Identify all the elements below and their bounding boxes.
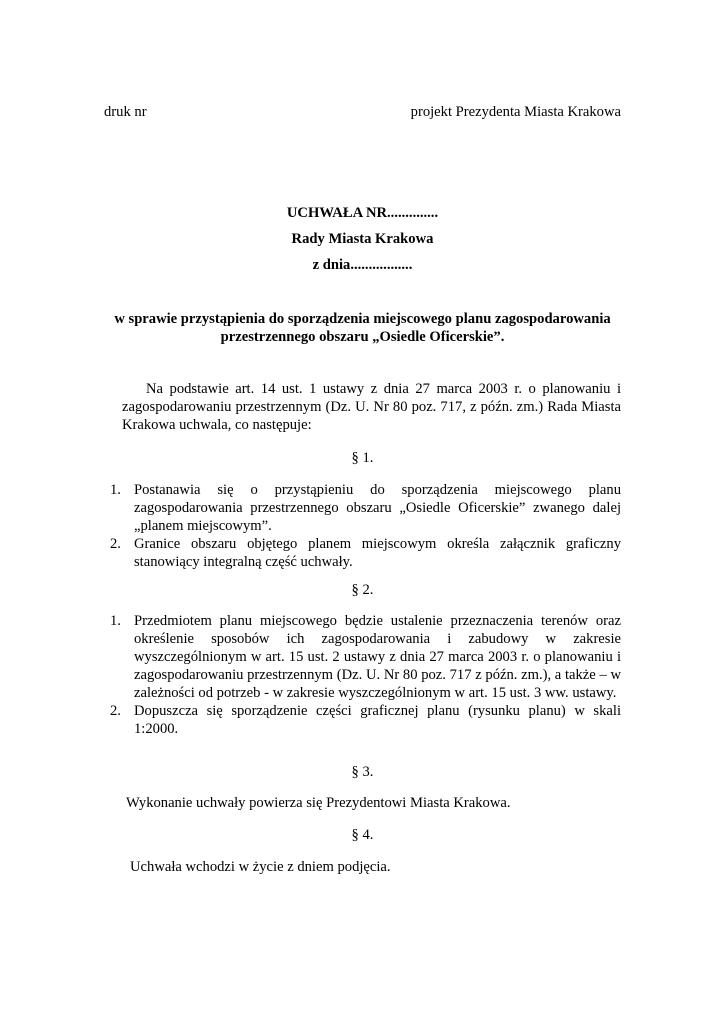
list-item-text: Postanawia się o przystąpieniu do sporządzenia miejscowego planu zagospodarowania przestrzennego obszaru „Osiedle Oficerskie” zwanego dalej „planem miejscowym”. xyxy=(134,482,621,534)
list-item-text: Granice obszaru objętego planem miejscowym określa załącznik graficzny stanowiący integralną część uchwały. xyxy=(134,536,621,570)
list-item-text: Przedmiotem planu miejscowego będzie ustalenie przeznaczenia terenów oraz określenie sposobów ich zagospodarowania i zabudowy w zakresie wyszczególnionym w art. 15 ust. 2 ustawy z dnia 27 marca 2003 r. o planowaniu i zagospodarowaniu przestrzennym (Dz. U. Nr 80 poz. 717 z późn. zm.), a także – w zależności od potrzeb - w zakresie wyszczególnionym w art. 15 ust. 3 ww. ustawy. xyxy=(134,613,621,701)
subject-line-2: przestrzennego obszaru „Osiedle Oficerskie”. xyxy=(220,329,505,345)
section-1-heading: § 1. xyxy=(351,450,374,466)
legal-basis-paragraph: Na podstawie art. 14 ust. 1 ustawy z dnia 27 marca 2003 r. o planowaniu i zagospodarowaniu przestrzennym (Dz. U. Nr 80 poz. 717, z późn. zm.) Rada Miasta Krakowa uchwala, co następuje: xyxy=(122,381,621,433)
list-item xyxy=(104,702,621,738)
resolution-date: z dnia................. xyxy=(312,257,413,273)
section-3-heading: § 3. xyxy=(351,764,374,780)
list-item-number: 2. xyxy=(110,536,121,552)
list-item-number: 2. xyxy=(110,703,121,719)
list-item-number: 1. xyxy=(110,482,121,498)
list-item xyxy=(104,535,621,571)
list-item xyxy=(104,612,621,702)
resolution-number: UCHWAŁA NR.............. xyxy=(286,205,439,221)
list-item-text: Dopuszcza się sporządzenie części graficznej planu (rysunku planu) w skali 1:2000. xyxy=(134,703,621,737)
section-4-heading: § 4. xyxy=(351,827,374,843)
section-2-heading: § 2. xyxy=(351,582,374,598)
subject-line-1: w sprawie przystąpienia do sporządzenia miejscowego planu zagospodarowania xyxy=(114,311,611,327)
list-item-number: 1. xyxy=(110,613,121,629)
resolution-subject xyxy=(104,310,621,346)
list-item xyxy=(104,481,621,535)
section-4-text: Uchwała wchodzi w życie z dniem podjęcia. xyxy=(130,859,391,875)
section-3-text: Wykonanie uchwały powierza się Prezydentowi Miasta Krakowa. xyxy=(126,795,511,811)
print-number-label: druk nr xyxy=(104,104,147,120)
council-name: Rady Miasta Krakowa xyxy=(291,231,434,247)
project-author-label: projekt Prezydenta Miasta Krakowa xyxy=(410,104,621,120)
section-2-list xyxy=(104,612,621,738)
section-1-list xyxy=(104,481,621,571)
